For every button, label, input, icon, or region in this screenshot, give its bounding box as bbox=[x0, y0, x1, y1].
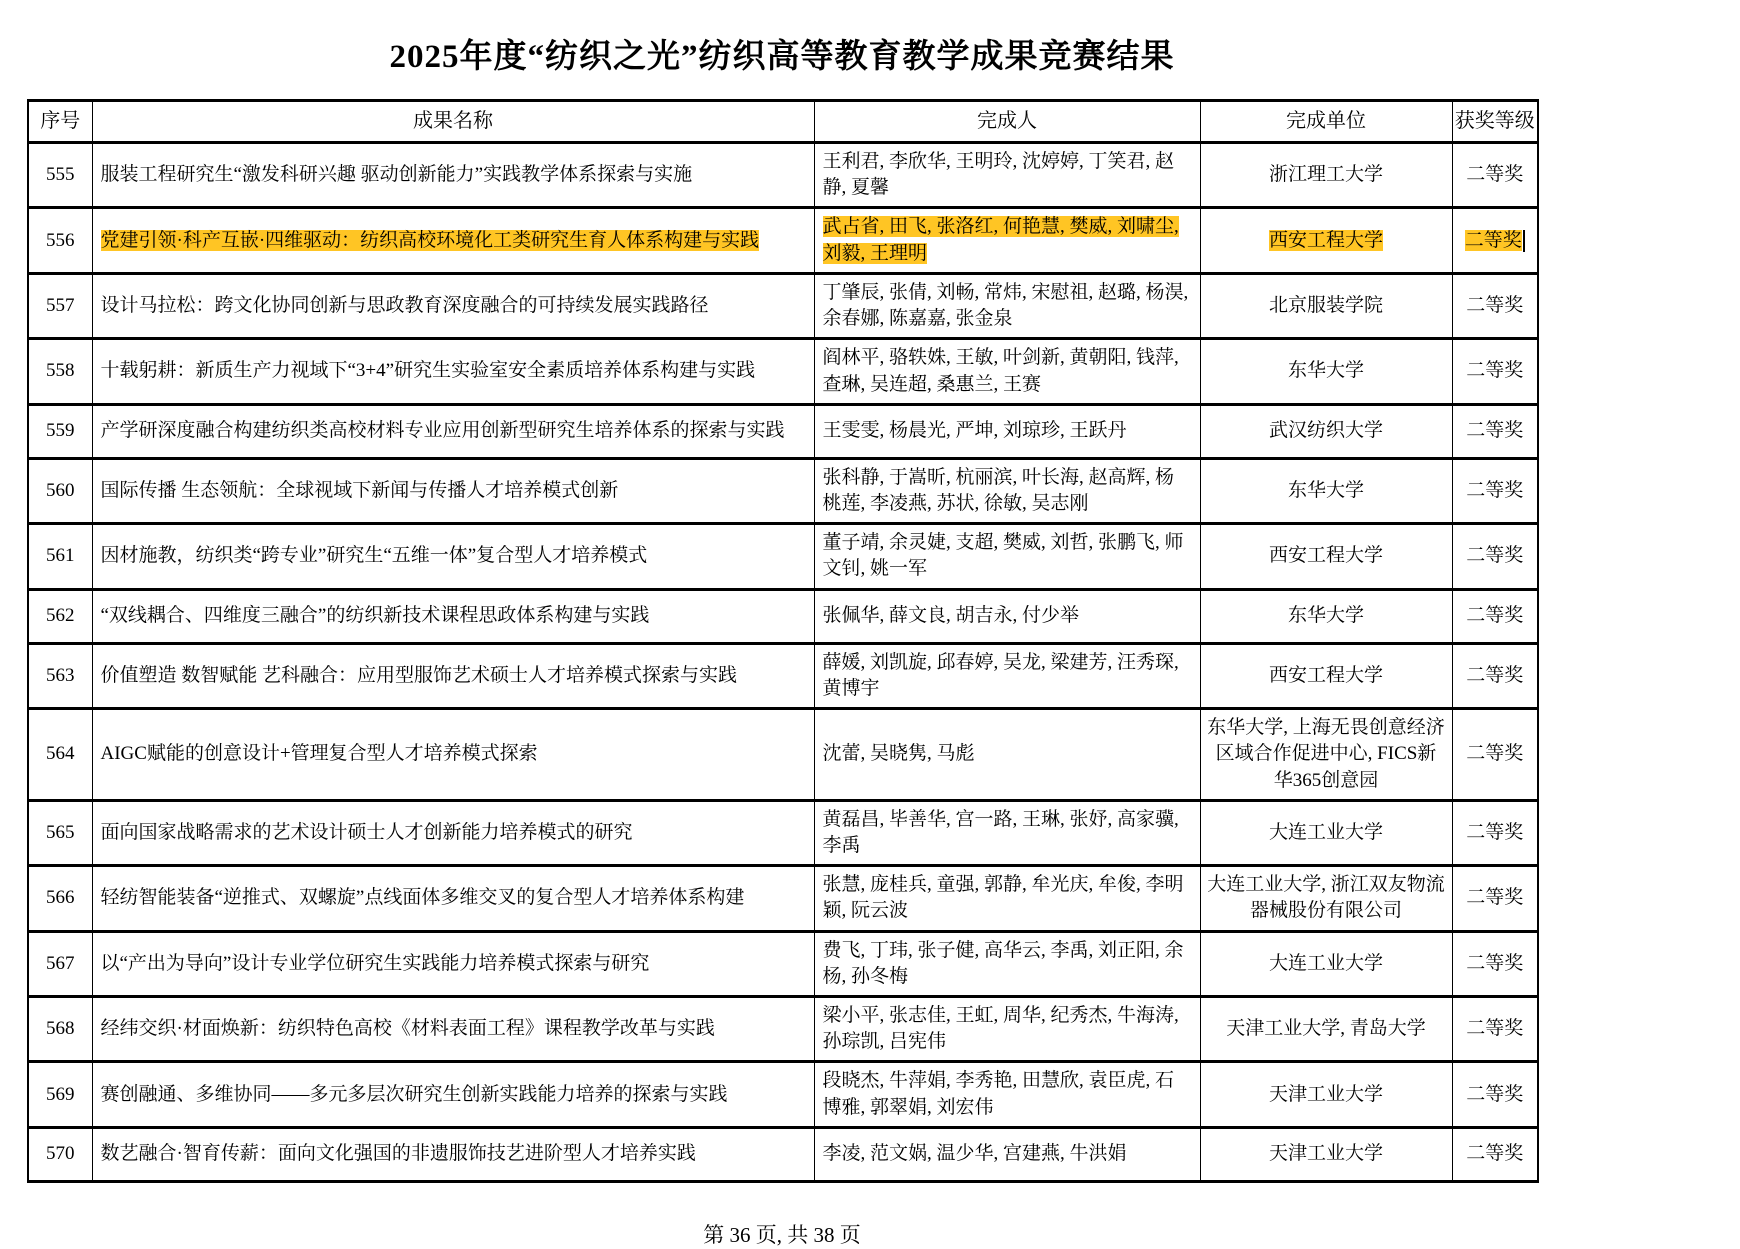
cell-no: 568 bbox=[28, 997, 92, 1062]
cell-name: AIGC赋能的创意设计+管理复合型人才培养模式探索 bbox=[92, 709, 814, 801]
cell-unit bbox=[1200, 208, 1452, 273]
cell-no: 569 bbox=[28, 1062, 92, 1127]
cell-name: 国际传播 生态领航：全球视域下新闻与传播人才培养模式创新 bbox=[92, 458, 814, 523]
cell-award: 二等奖 bbox=[1452, 643, 1538, 708]
page-title: 2025年度“纺织之光”纺织高等教育教学成果竞赛结果 bbox=[389, 39, 1175, 75]
cell-award: 二等奖 bbox=[1452, 1127, 1538, 1181]
highlighted-text: 二等奖 bbox=[1464, 229, 1522, 251]
cell-no: 561 bbox=[28, 524, 92, 589]
cell-unit: 西安工程大学 bbox=[1200, 524, 1452, 589]
page-number: 第 36 页, 共 38 页 bbox=[703, 1222, 861, 1247]
cell-name: 以“产出为导向”设计专业学位研究生实践能力培养模式探索与研究 bbox=[92, 931, 814, 996]
results-table bbox=[27, 99, 1539, 1183]
cell-award: 二等奖 bbox=[1452, 709, 1538, 801]
cell-people: 张佩华, 薛文良, 胡吉永, 付少举 bbox=[814, 589, 1200, 643]
cell-people: 张科静, 于嵩昕, 杭丽滨, 叶长海, 赵高辉, 杨桃莲, 李凌燕, 苏状, 徐敏, 吴志刚 bbox=[814, 458, 1200, 523]
cell-unit: 天津工业大学, 青岛大学 bbox=[1200, 997, 1452, 1062]
column-header-people: 完成人 bbox=[814, 101, 1200, 143]
cell-no: 570 bbox=[28, 1127, 92, 1181]
cell-unit: 天津工业大学 bbox=[1200, 1062, 1452, 1127]
cell-award: 二等奖 bbox=[1452, 589, 1538, 643]
cell-name: 因材施教，纺织类“跨专业”研究生“五维一体”复合型人才培养模式 bbox=[92, 524, 814, 589]
cell-people bbox=[814, 208, 1200, 273]
cell-award: 二等奖 bbox=[1452, 339, 1538, 404]
cell-people: 王雯雯, 杨晨光, 严坤, 刘琼珍, 王跃丹 bbox=[814, 404, 1200, 458]
cell-award: 二等奖 bbox=[1452, 1062, 1538, 1127]
cell-people: 黄磊昌, 毕善华, 宫一路, 王琳, 张妤, 高家骥, 李禹 bbox=[814, 800, 1200, 865]
cell-people: 薛媛, 刘凯旋, 邱春婷, 吴龙, 梁建芳, 汪秀琛, 黄博宇 bbox=[814, 643, 1200, 708]
cell-award: 二等奖 bbox=[1452, 800, 1538, 865]
cell-name: 服装工程研究生“激发科研兴趣 驱动创新能力”实践教学体系探索与实施 bbox=[92, 143, 814, 208]
column-header-unit: 完成单位 bbox=[1200, 101, 1452, 143]
text-cursor bbox=[1523, 230, 1525, 252]
cell-no: 559 bbox=[28, 404, 92, 458]
cell-award: 二等奖 bbox=[1452, 404, 1538, 458]
column-header-no: 序号 bbox=[28, 101, 92, 143]
cell-unit: 西安工程大学 bbox=[1200, 643, 1452, 708]
table-row bbox=[28, 1062, 1538, 1127]
highlighted-text: 党建引领·科产互嵌·四维驱动：纺织高校环境化工类研究生育人体系构建与实践 bbox=[100, 229, 760, 251]
table-row bbox=[28, 404, 1538, 458]
table-row bbox=[28, 709, 1538, 801]
cell-name: 赛创融通、多维协同——多元多层次研究生创新实践能力培养的探索与实践 bbox=[92, 1062, 814, 1127]
table-row bbox=[28, 643, 1538, 708]
table-row bbox=[28, 931, 1538, 996]
table-row bbox=[28, 1127, 1538, 1181]
cell-award: 二等奖 bbox=[1452, 866, 1538, 931]
cell-unit: 东华大学 bbox=[1200, 339, 1452, 404]
cell-name: 面向国家战略需求的艺术设计硕士人才创新能力培养模式的研究 bbox=[92, 800, 814, 865]
cell-name: “双线耦合、四维度三融合”的纺织新技术课程思政体系构建与实践 bbox=[92, 589, 814, 643]
cell-no: 564 bbox=[28, 709, 92, 801]
table-row bbox=[28, 339, 1538, 404]
cell-award: 二等奖 bbox=[1452, 458, 1538, 523]
cell-unit: 东华大学 bbox=[1200, 589, 1452, 643]
cell-no: 557 bbox=[28, 273, 92, 338]
cell-people: 王利君, 李欣华, 王明玲, 沈婷婷, 丁笑君, 赵静, 夏馨 bbox=[814, 143, 1200, 208]
cell-people: 阎林平, 骆轶姝, 王敏, 叶剑新, 黄朝阳, 钱萍, 查琳, 吴连超, 桑惠兰, 王赛 bbox=[814, 339, 1200, 404]
table-row bbox=[28, 208, 1538, 273]
cell-unit: 北京服装学院 bbox=[1200, 273, 1452, 338]
cell-people: 董子靖, 余灵婕, 支超, 樊威, 刘哲, 张鹏飞, 师文钊, 姚一军 bbox=[814, 524, 1200, 589]
column-header-name: 成果名称 bbox=[92, 101, 814, 143]
cell-name: 数艺融合·智育传薪：面向文化强国的非遗服饰技艺进阶型人才培养实践 bbox=[92, 1127, 814, 1181]
cell-no: 555 bbox=[28, 143, 92, 208]
cell-name: 产学研深度融合构建纺织类高校材料专业应用创新型研究生培养体系的探索与实践 bbox=[92, 404, 814, 458]
cell-no: 563 bbox=[28, 643, 92, 708]
table-row bbox=[28, 997, 1538, 1062]
cell-unit: 大连工业大学, 浙江双友物流器械股份有限公司 bbox=[1200, 866, 1452, 931]
cell-people: 费飞, 丁玮, 张子健, 高华云, 李禹, 刘正阳, 余杨, 孙冬梅 bbox=[814, 931, 1200, 996]
cell-unit: 浙江理工大学 bbox=[1200, 143, 1452, 208]
table-row bbox=[28, 866, 1538, 931]
cell-unit: 大连工业大学 bbox=[1200, 931, 1452, 996]
column-header-award: 获奖等级 bbox=[1452, 101, 1538, 143]
cell-name: 设计马拉松：跨文化协同创新与思政教育深度融合的可持续发展实践路径 bbox=[92, 273, 814, 338]
cell-no: 567 bbox=[28, 931, 92, 996]
cell-name: 十载躬耕：新质生产力视域下“3+4”研究生实验室安全素质培养体系构建与实践 bbox=[92, 339, 814, 404]
highlighted-text: 武占省, 田飞, 张洛红, 何艳慧, 樊威, 刘啸尘, 刘毅, 王理明 bbox=[822, 216, 1179, 264]
cell-unit: 武汉纺织大学 bbox=[1200, 404, 1452, 458]
cell-no: 565 bbox=[28, 800, 92, 865]
cell-award bbox=[1452, 208, 1538, 273]
cell-no: 556 bbox=[28, 208, 92, 273]
cell-no: 562 bbox=[28, 589, 92, 643]
cell-unit: 东华大学 bbox=[1200, 458, 1452, 523]
cell-name: 经纬交织·材面焕新：纺织特色高校《材料表面工程》课程教学改革与实践 bbox=[92, 997, 814, 1062]
table-row bbox=[28, 458, 1538, 523]
cell-award: 二等奖 bbox=[1452, 143, 1538, 208]
cell-people: 丁肇辰, 张倩, 刘畅, 常炜, 宋慰祖, 赵璐, 杨淏, 余春娜, 陈嘉嘉, 张金泉 bbox=[814, 273, 1200, 338]
table-row bbox=[28, 589, 1538, 643]
cell-people: 李凌, 范文娲, 温少华, 宫建燕, 牛洪娟 bbox=[814, 1127, 1200, 1181]
table-row bbox=[28, 273, 1538, 338]
cell-people: 沈蕾, 吴晓隽, 马彪 bbox=[814, 709, 1200, 801]
header-row bbox=[28, 101, 1538, 143]
cell-award: 二等奖 bbox=[1452, 997, 1538, 1062]
cell-award: 二等奖 bbox=[1452, 524, 1538, 589]
cell-people: 梁小平, 张志佳, 王虹, 周华, 纪秀杰, 牛海涛, 孙琮凯, 吕宪伟 bbox=[814, 997, 1200, 1062]
cell-no: 566 bbox=[28, 866, 92, 931]
cell-unit: 东华大学, 上海无畏创意经济区域合作促进中心, FICS新华365创意园 bbox=[1200, 709, 1452, 801]
table-row bbox=[28, 800, 1538, 865]
cell-award: 二等奖 bbox=[1452, 931, 1538, 996]
table-body bbox=[28, 143, 1538, 1182]
cell-no: 558 bbox=[28, 339, 92, 404]
table-row bbox=[28, 524, 1538, 589]
cell-people: 张慧, 庞桂兵, 童强, 郭静, 牟光庆, 牟俊, 李明颖, 阮云波 bbox=[814, 866, 1200, 931]
cell-unit: 天津工业大学 bbox=[1200, 1127, 1452, 1181]
cell-name: 轻纺智能装备“逆推式、双螺旋”点线面体多维交叉的复合型人才培养体系构建 bbox=[92, 866, 814, 931]
cell-no: 560 bbox=[28, 458, 92, 523]
cell-unit: 大连工业大学 bbox=[1200, 800, 1452, 865]
cell-name bbox=[92, 208, 814, 273]
table-row bbox=[28, 143, 1538, 208]
table-header bbox=[28, 101, 1538, 143]
cell-award: 二等奖 bbox=[1452, 273, 1538, 338]
highlighted-text: 西安工程大学 bbox=[1268, 229, 1383, 251]
cell-name: 价值塑造 数智赋能 艺科融合：应用型服饰艺术硕士人才培养模式探索与实践 bbox=[92, 643, 814, 708]
cell-people: 段晓杰, 牛萍娟, 李秀艳, 田慧欣, 袁臣虎, 石博雅, 郭翠娟, 刘宏伟 bbox=[814, 1062, 1200, 1127]
